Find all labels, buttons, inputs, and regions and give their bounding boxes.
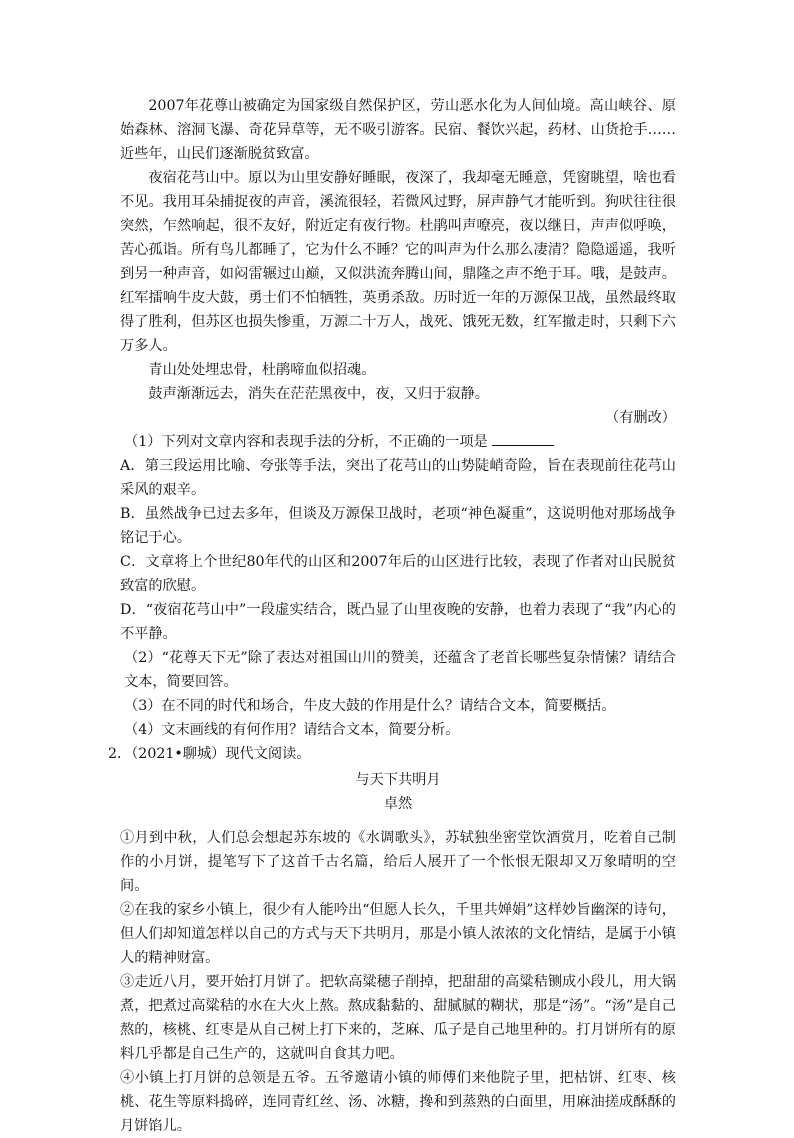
paragraph: 鼓声渐渐远去，消失在茫茫黑夜中，夜，又归于寂静。 <box>148 386 489 402</box>
article-author: 卓然 <box>383 796 413 812</box>
paragraph: 夜宿花芎山中。原以为山里安静好睡眠，夜深了，我却毫无睡意，凭窗眺望，啥也看不见。我用耳朵捕捉夜的声音，溪流很轻，若微风过野，屏声静气才能听到。狗吠往往很突然，乍然响起，很不友好，附近定有夜行物。杜鹃叫声嘹亮，夜以继日，声声似呼唤，苦心孤诣。所有鸟儿都睡了，它为什么不睡？它的叫声为什么那么凄清？隐隐遥遥，我听到另一种声音，如闷雷辗过山巅，又似洪流奔腾山间，鼎隆之声不绝于耳。哦，是鼓声。红军擂响牛皮大鼓，勇士们不怕牺牲，英勇杀敌。历时近一年的万源保卫战，虽然最终取得了胜利，但苏区也损失惨重，万源二十万人，战死、饿死无数，红军撤走时，只剩下六万多人。 <box>120 170 676 354</box>
section-header: 2．（2021•聊城）现代文阅读。 <box>108 746 311 762</box>
option-a: A．第三段运用比喻、夸张等手法，突出了花芎山的山势陡峭奇险，旨在表现前往花芎山采风的艰辛。 <box>120 458 676 498</box>
paragraph: ②在我的家乡小镇上，很少有人能吟出“但愿人长久，千里共婵娟”这样妙旨幽深的诗句，但人们却知道怎样以自己的方式与天下共明月，那是小镇人浓浓的文化情结，是属于小镇人的精神财富。 <box>120 902 676 966</box>
question-1 <box>124 430 676 454</box>
source-note: （有删改） <box>605 410 676 426</box>
question-3: （3）在不同的时代和场合，牛皮大鼓的作用是什么？请结合文本，简要概括。 <box>124 698 616 714</box>
paragraph: 青山处处埋忠骨，杜鹃啼血似招魂。 <box>148 362 376 378</box>
question-2: （2）“花尊天下无”除了表达对祖国山川的赞美，还蕴含了老首长哪些复杂情愫？请结合文本，简要回答。 <box>124 650 676 690</box>
question-block <box>120 430 676 742</box>
paragraph: 2007年花尊山被确定为国家级自然保护区，劳山恶水化为人间仙境。高山峡谷、原始森林、溶洞飞瀑、奇花异草等，无不吸引游客。民宿、餐饮兴起，药材、山货抢手……近些年，山民们逐渐脱贫致富。 <box>120 98 676 162</box>
passage-part1 <box>120 94 676 430</box>
paragraph: ①月到中秋，人们总会想起苏东坡的《水调歌头》，苏轼独坐密堂饮酒赏月，吃着自己制作的小月饼，提笔写下了这首千古名篇，给后人展开了一个怅恨无限却又万象晴明的空间。 <box>120 830 676 894</box>
paragraph: ④小镇上打月饼的总领是五爷。五爷邀请小镇的师傅们来他院子里，把枯饼、红枣、核桃、花生等原料捣碎，连同青红丝、汤、冰糖，搀和到蒸熟的白面里，用麻油搓成酥酥的月饼馅儿。 <box>120 1070 676 1134</box>
document-page <box>108 94 676 1138</box>
option-d: D．“夜宿花芎山中”一段虚实结合，既凸显了山里夜晚的安静，也着力表现了“我”内心的不平静。 <box>120 602 676 642</box>
question-4: （4）文末画线的有何作用？请结合文本，简要分析。 <box>124 722 460 738</box>
question-1-text: （1）下列对文章内容和表现手法的分析，不正确的一项是 <box>124 434 488 450</box>
paragraph: ③走近八月，要开始打月饼了。把软高粱穗子削掉，把甜甜的高粱秸铡成小段儿，用大锅煮，把煮过高粱秸的水在大火上熬。熬成黏黏的、甜腻腻的糊状，那是“汤”。“汤”是自己熬的，核桃、红枣是从自己树上打下来的，芝麻、瓜子是自己地里种的。打月饼所有的原料几乎都是自己生产的，这就叫自食其力吧。 <box>120 974 676 1062</box>
option-c: C．文章将上个世纪80年代的山区和2007年后的山区进行比较，表现了作者对山民脱贫致富的欣慰。 <box>120 554 676 594</box>
passage-part2 <box>108 742 676 1138</box>
option-b: B．虽然战争已过去多年，但谈及万源保卫战时，老项“神色凝重”，这说明他对那场战争铭记于心。 <box>120 506 676 546</box>
article-title: 与天下共明月 <box>355 772 441 788</box>
answer-blank[interactable] <box>492 431 554 446</box>
